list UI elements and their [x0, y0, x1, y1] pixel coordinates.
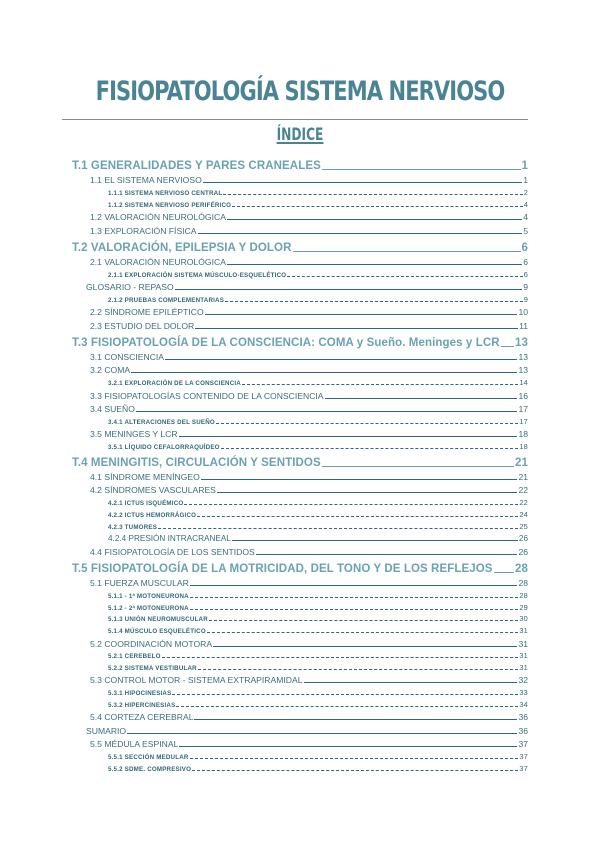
toc-leader-line — [176, 706, 518, 707]
toc-entry-label: 4.1 SÍNDROME MENÍNGEO — [90, 472, 200, 483]
toc-entry-page-number: 4 — [523, 200, 528, 210]
toc-entry-page-number: 37 — [519, 751, 528, 761]
toc-entry-label: 2.3 ESTUDIO DEL DOLOR — [90, 320, 195, 331]
toc-entry-page-number: 1 — [523, 175, 528, 186]
toc-entry-label: 3.4 SUEÑO — [90, 403, 135, 414]
toc-entry-page-number: 29 — [519, 602, 528, 612]
toc-entry[interactable] — [72, 375, 528, 387]
toc-entry[interactable] — [72, 197, 528, 209]
toc-leader-line — [325, 398, 518, 399]
toc-entry-label: 3.3 FISIOPATOLOGÍAS CONTENIDO DE LA CONSCIENCIA — [90, 390, 324, 401]
toc-leader-line — [198, 669, 519, 670]
toc-entry-page-number: 13 — [518, 352, 528, 363]
toc-leader-line — [184, 504, 518, 505]
toc-leader-line — [192, 770, 518, 771]
toc-leader-line — [203, 182, 522, 183]
toc-entry-label: 1.1.1 SISTEMA NERVIOSO CENTRAL — [108, 190, 223, 198]
toc-entry-page-number: 9 — [523, 295, 528, 305]
toc-leader-line — [136, 411, 518, 412]
toc-entry[interactable] — [72, 414, 528, 426]
toc-entry[interactable] — [72, 331, 528, 349]
toc-entry-label: 4.2.1 ICTUS ISQUÉMICO — [108, 500, 184, 508]
toc-entry-label: 5.3.1 HIPOCINESIAS — [108, 690, 172, 698]
index-heading-text: ÍNDICE — [276, 125, 324, 145]
toc-entry-label: 1.2 VALORACIÓN NEUROLÓGICA — [90, 212, 226, 223]
toc-entry-page-number: 17 — [519, 416, 528, 426]
toc-entry[interactable] — [72, 672, 528, 685]
toc-entry[interactable] — [72, 426, 528, 439]
toc-leader-line — [158, 528, 518, 529]
toc-entry-page-number: 6 — [521, 241, 528, 254]
toc-entry-page-number: 5 — [523, 225, 528, 236]
toc-entry-page-number: 34 — [519, 700, 528, 710]
toc-leader-line — [209, 620, 518, 621]
toc-leader-line — [213, 646, 517, 647]
toc-entry[interactable] — [72, 697, 528, 709]
toc-entry[interactable] — [72, 543, 528, 556]
toc-leader-line — [223, 194, 522, 195]
toc-leader-line — [190, 585, 518, 586]
toc-leader-line — [293, 251, 521, 252]
toc-leader-line — [190, 758, 519, 759]
toc-entry[interactable] — [72, 439, 528, 451]
toc-entry[interactable] — [72, 600, 528, 612]
toc-entry-label: 5.2.1 CEREBELO — [108, 653, 161, 661]
toc-entry-label: T.2 VALORACIÓN, EPILEPSIA Y DOLOR — [72, 241, 292, 254]
toc-entry-page-number: 28 — [519, 590, 528, 600]
toc-entry[interactable] — [72, 612, 528, 624]
toc-leader-line — [197, 516, 518, 517]
toc-entry-label: 3.2.1 EXPLORACIÓN DE LA CONSCIENCIA — [108, 380, 241, 388]
toc-entry[interactable] — [72, 761, 528, 773]
toc-entry-page-number: 13 — [515, 336, 528, 349]
toc-entry[interactable] — [72, 588, 528, 600]
toc-entry-page-number: 28 — [515, 562, 528, 575]
toc-entry-label: T.4 MENINGITIS, CIRCULACIÓN Y SENTIDOS — [72, 456, 321, 469]
toc-entry[interactable] — [72, 575, 528, 588]
toc-entry-label: 3.5.1 LÍQUIDO CEFALORRAQUÍDEO — [108, 443, 220, 451]
toc-leader-line — [172, 694, 518, 695]
toc-leader-line — [287, 276, 522, 277]
toc-entry[interactable] — [72, 531, 528, 543]
toc-entry[interactable] — [72, 749, 528, 761]
toc-entry-page-number: 33 — [519, 688, 528, 698]
toc-entry-label: 5.1.4 MÚSCULO ESQUELÉTICO — [108, 628, 206, 636]
toc-entry[interactable] — [72, 557, 528, 575]
toc-entry[interactable] — [72, 172, 528, 185]
document-title: FISIOPATOLOGÍA SISTEMA NERVIOSO — [95, 76, 505, 107]
toc-entry-page-number: 11 — [519, 320, 528, 331]
toc-leader-line — [322, 169, 521, 170]
toc-entry-page-number: 6 — [523, 257, 528, 268]
toc-entry-page-number: 22 — [518, 485, 528, 496]
toc-entry-page-number: 37 — [519, 763, 528, 773]
toc-entry-page-number: 13 — [518, 365, 528, 376]
toc-entry-page-number: 36 — [518, 712, 528, 723]
toc-entry[interactable] — [72, 209, 528, 222]
toc-entry-label: 4.4 FISIOPATOLOGÍA DE LOS SENTIDOS — [90, 546, 255, 557]
toc-entry-label: 5.1.1 - 1ª MOTONEURONA — [108, 592, 189, 600]
toc-entry-page-number: 9 — [523, 282, 528, 293]
toc-entry-page-number: 2 — [523, 188, 528, 198]
toc-entry-page-number: 10 — [518, 307, 528, 318]
toc-entry-label: 2.1.2 PRUEBAS COMPLEMENTARIAS — [108, 297, 225, 305]
toc-entry-page-number: 31 — [519, 651, 528, 661]
toc-entry[interactable] — [72, 660, 528, 672]
toc-entry-label: 4.2.3 TUMORES — [108, 523, 158, 531]
toc-entry[interactable] — [72, 387, 528, 400]
toc-entry-page-number: 25 — [519, 521, 528, 531]
toc-entry-page-number: 31 — [519, 626, 528, 636]
toc-entry-page-number: 37 — [518, 738, 528, 749]
toc-leader-line — [175, 289, 523, 290]
toc-leader-line — [304, 682, 518, 683]
toc-leader-line — [198, 233, 523, 234]
toc-leader-line — [194, 719, 517, 720]
toc-entry-page-number: 14 — [519, 378, 528, 388]
toc-entry-page-number: 30 — [519, 614, 528, 624]
toc-entry-page-number: 17 — [518, 403, 528, 414]
toc-leader-line — [165, 359, 517, 360]
toc-entry[interactable] — [72, 709, 528, 722]
toc-entry-page-number: 16 — [518, 390, 528, 401]
toc-entry-label: 5.3 CONTROL MOTOR - SISTEMA EXTRAPIRAMIDAL — [90, 675, 303, 686]
toc-leader-line — [322, 466, 514, 467]
toc-entry[interactable] — [72, 317, 528, 330]
toc-entry-label: 5.1 FUERZA MUSCULAR — [90, 578, 189, 589]
toc-leader-line — [205, 314, 518, 315]
toc-entry-label: 5.5.1 SECCIÓN MEDULAR — [108, 753, 189, 761]
toc-entry[interactable] — [72, 185, 528, 197]
toc-entry[interactable] — [72, 349, 528, 362]
toc-entry-label: 2.1 VALORACIÓN NEUROLÓGICA — [90, 257, 226, 268]
toc-entry-label: 2.2 SÍNDROME EPILÉPTICO — [90, 307, 204, 318]
toc-leader-line — [127, 733, 517, 734]
toc-entry-page-number: 22 — [519, 498, 528, 508]
toc-entry[interactable] — [72, 482, 528, 495]
toc-leader-line — [179, 436, 518, 437]
toc-entry-page-number: 21 — [515, 456, 528, 469]
toc-entry[interactable] — [72, 519, 528, 531]
toc-entry-label: 2.1.1 EXPLORACIÓN SISTEMA MÚSCULO-ESQUELÉTICO — [108, 271, 287, 279]
toc-leader-line — [216, 423, 518, 424]
toc-entry-label: 1.1.2 SISTEMA NERVIOSO PERIFÉRICO — [108, 202, 232, 210]
toc-entry[interactable] — [72, 623, 528, 635]
toc-entry[interactable] — [72, 254, 528, 267]
toc-entry-page-number: 31 — [519, 663, 528, 673]
toc-entry-label: 1.3 EXPLORACIÓN FÍSICA — [90, 225, 197, 236]
toc-entry-label: 5.1.2 - 2ª MOTONEURONA — [108, 604, 189, 612]
toc-entry-label: 5.2.2 SISTEMA VESTIBULAR — [108, 665, 197, 673]
toc-entry[interactable] — [72, 451, 528, 469]
toc-entry-label: 3.2 COMA — [90, 365, 131, 376]
toc-entry-label: 4.2.2 ICTUS HEMORRÁGICO — [108, 512, 197, 520]
toc-entry-label: 5.3.2 HIPERCINESIAS — [108, 702, 176, 710]
toc-entry-label: 5.4 CORTEZA CEREBRAL — [90, 712, 194, 723]
toc-entry-page-number: 28 — [518, 578, 528, 589]
toc-leader-line — [190, 609, 519, 610]
toc-leader-line — [242, 384, 518, 385]
toc-entry-label: 3.5 MENINGES Y LCR — [90, 428, 178, 439]
toc-leader-line — [221, 448, 519, 449]
toc-entry-label: 1.1 EL SISTEMA NERVIOSO — [90, 175, 202, 186]
toc-entry-label: SUMARIO — [86, 725, 127, 736]
toc-entry[interactable] — [72, 685, 528, 697]
toc-entry[interactable] — [72, 469, 528, 482]
toc-entry-label: 5.2 COORDINACIÓN MOTORA — [90, 638, 213, 649]
toc-entry-label: GLOSARIO - REPASO — [86, 282, 174, 293]
toc-leader-line — [256, 554, 518, 555]
toc-entry-page-number: 18 — [519, 441, 528, 451]
toc-leader-line — [501, 346, 514, 347]
toc-entry-page-number: 26 — [518, 534, 528, 544]
toc-entry[interactable] — [72, 635, 528, 648]
toc-entry-page-number: 6 — [523, 269, 528, 279]
toc-entry-label: 4.2 SÍNDROMES VASCULARES — [90, 485, 216, 496]
toc-entry-label: 5.5 MÉDULA ESPINAL — [90, 738, 179, 749]
toc-leader-line — [179, 746, 517, 747]
toc-entry[interactable] — [72, 154, 528, 172]
toc-entry-page-number: 21 — [518, 472, 528, 483]
toc-leader-line — [225, 301, 523, 302]
toc-leader-line — [227, 219, 522, 220]
toc-entry-page-number: 4 — [523, 212, 528, 223]
toc-entry-label: 3.1 CONSCIENCIA — [90, 352, 165, 363]
toc-entry[interactable] — [72, 279, 528, 292]
toc-leader-line — [227, 264, 522, 265]
toc-entry-page-number: 31 — [518, 638, 528, 649]
toc-leader-line — [494, 572, 514, 573]
toc-leader-line — [217, 492, 518, 493]
toc-entry-label: T.1 GENERALIDADES Y PARES CRANEALES — [72, 160, 321, 173]
toc-entry-page-number: 26 — [518, 546, 528, 557]
toc-entry[interactable] — [72, 507, 528, 519]
toc-entry-label: T.3 FISIOPATOLOGÍA DE LA CONSCIENCIA: COMA y Sueño. Meninges y LCR — [72, 336, 500, 349]
toc-entry[interactable] — [72, 736, 528, 749]
toc-leader-line — [201, 479, 518, 480]
toc-leader-line — [190, 597, 519, 598]
toc-leader-line — [207, 632, 519, 633]
toc-entry[interactable] — [72, 722, 528, 735]
toc-leader-line — [232, 540, 518, 541]
toc-entry-label: 5.1.3 UNIÓN NEUROMUSCULAR — [108, 616, 208, 624]
title-divider — [62, 119, 528, 120]
toc-entry-page-number: 18 — [518, 428, 528, 439]
toc-entry-page-number: 32 — [518, 675, 528, 686]
toc-entry[interactable] — [72, 267, 528, 279]
toc-entry-label: T.5 FISIOPATOLOGÍA DE LA MOTRICIDAD, DEL TONO Y DE LOS REFLEJOS — [72, 562, 493, 575]
toc-entry-page-number: 36 — [518, 725, 528, 736]
toc-entry[interactable] — [72, 401, 528, 414]
index-heading — [84, 124, 516, 146]
toc-entry-label: 3.4.1 ALTERACIONES DEL SUEÑO — [108, 418, 215, 426]
toc-leader-line — [131, 372, 517, 373]
toc-entry[interactable] — [72, 649, 528, 661]
toc-leader-line — [232, 206, 523, 207]
toc-entry-page-number: 24 — [519, 510, 528, 520]
toc-leader-line — [162, 657, 519, 658]
toc-entry[interactable] — [72, 495, 528, 507]
toc-entry[interactable] — [72, 236, 528, 254]
toc-entry-label: 5.5.2 SDME. COMPRESIVO — [108, 765, 192, 773]
table-of-contents — [72, 154, 528, 773]
toc-leader-line — [195, 328, 518, 329]
toc-entry-label: 4.2.4 PRESIÓN INTRACRANEAL — [108, 534, 231, 544]
toc-entry[interactable] — [72, 292, 528, 304]
toc-entry[interactable] — [72, 222, 528, 235]
toc-entry-page-number: 1 — [521, 160, 528, 173]
toc-entry[interactable] — [72, 304, 528, 317]
toc-entry[interactable] — [72, 362, 528, 375]
